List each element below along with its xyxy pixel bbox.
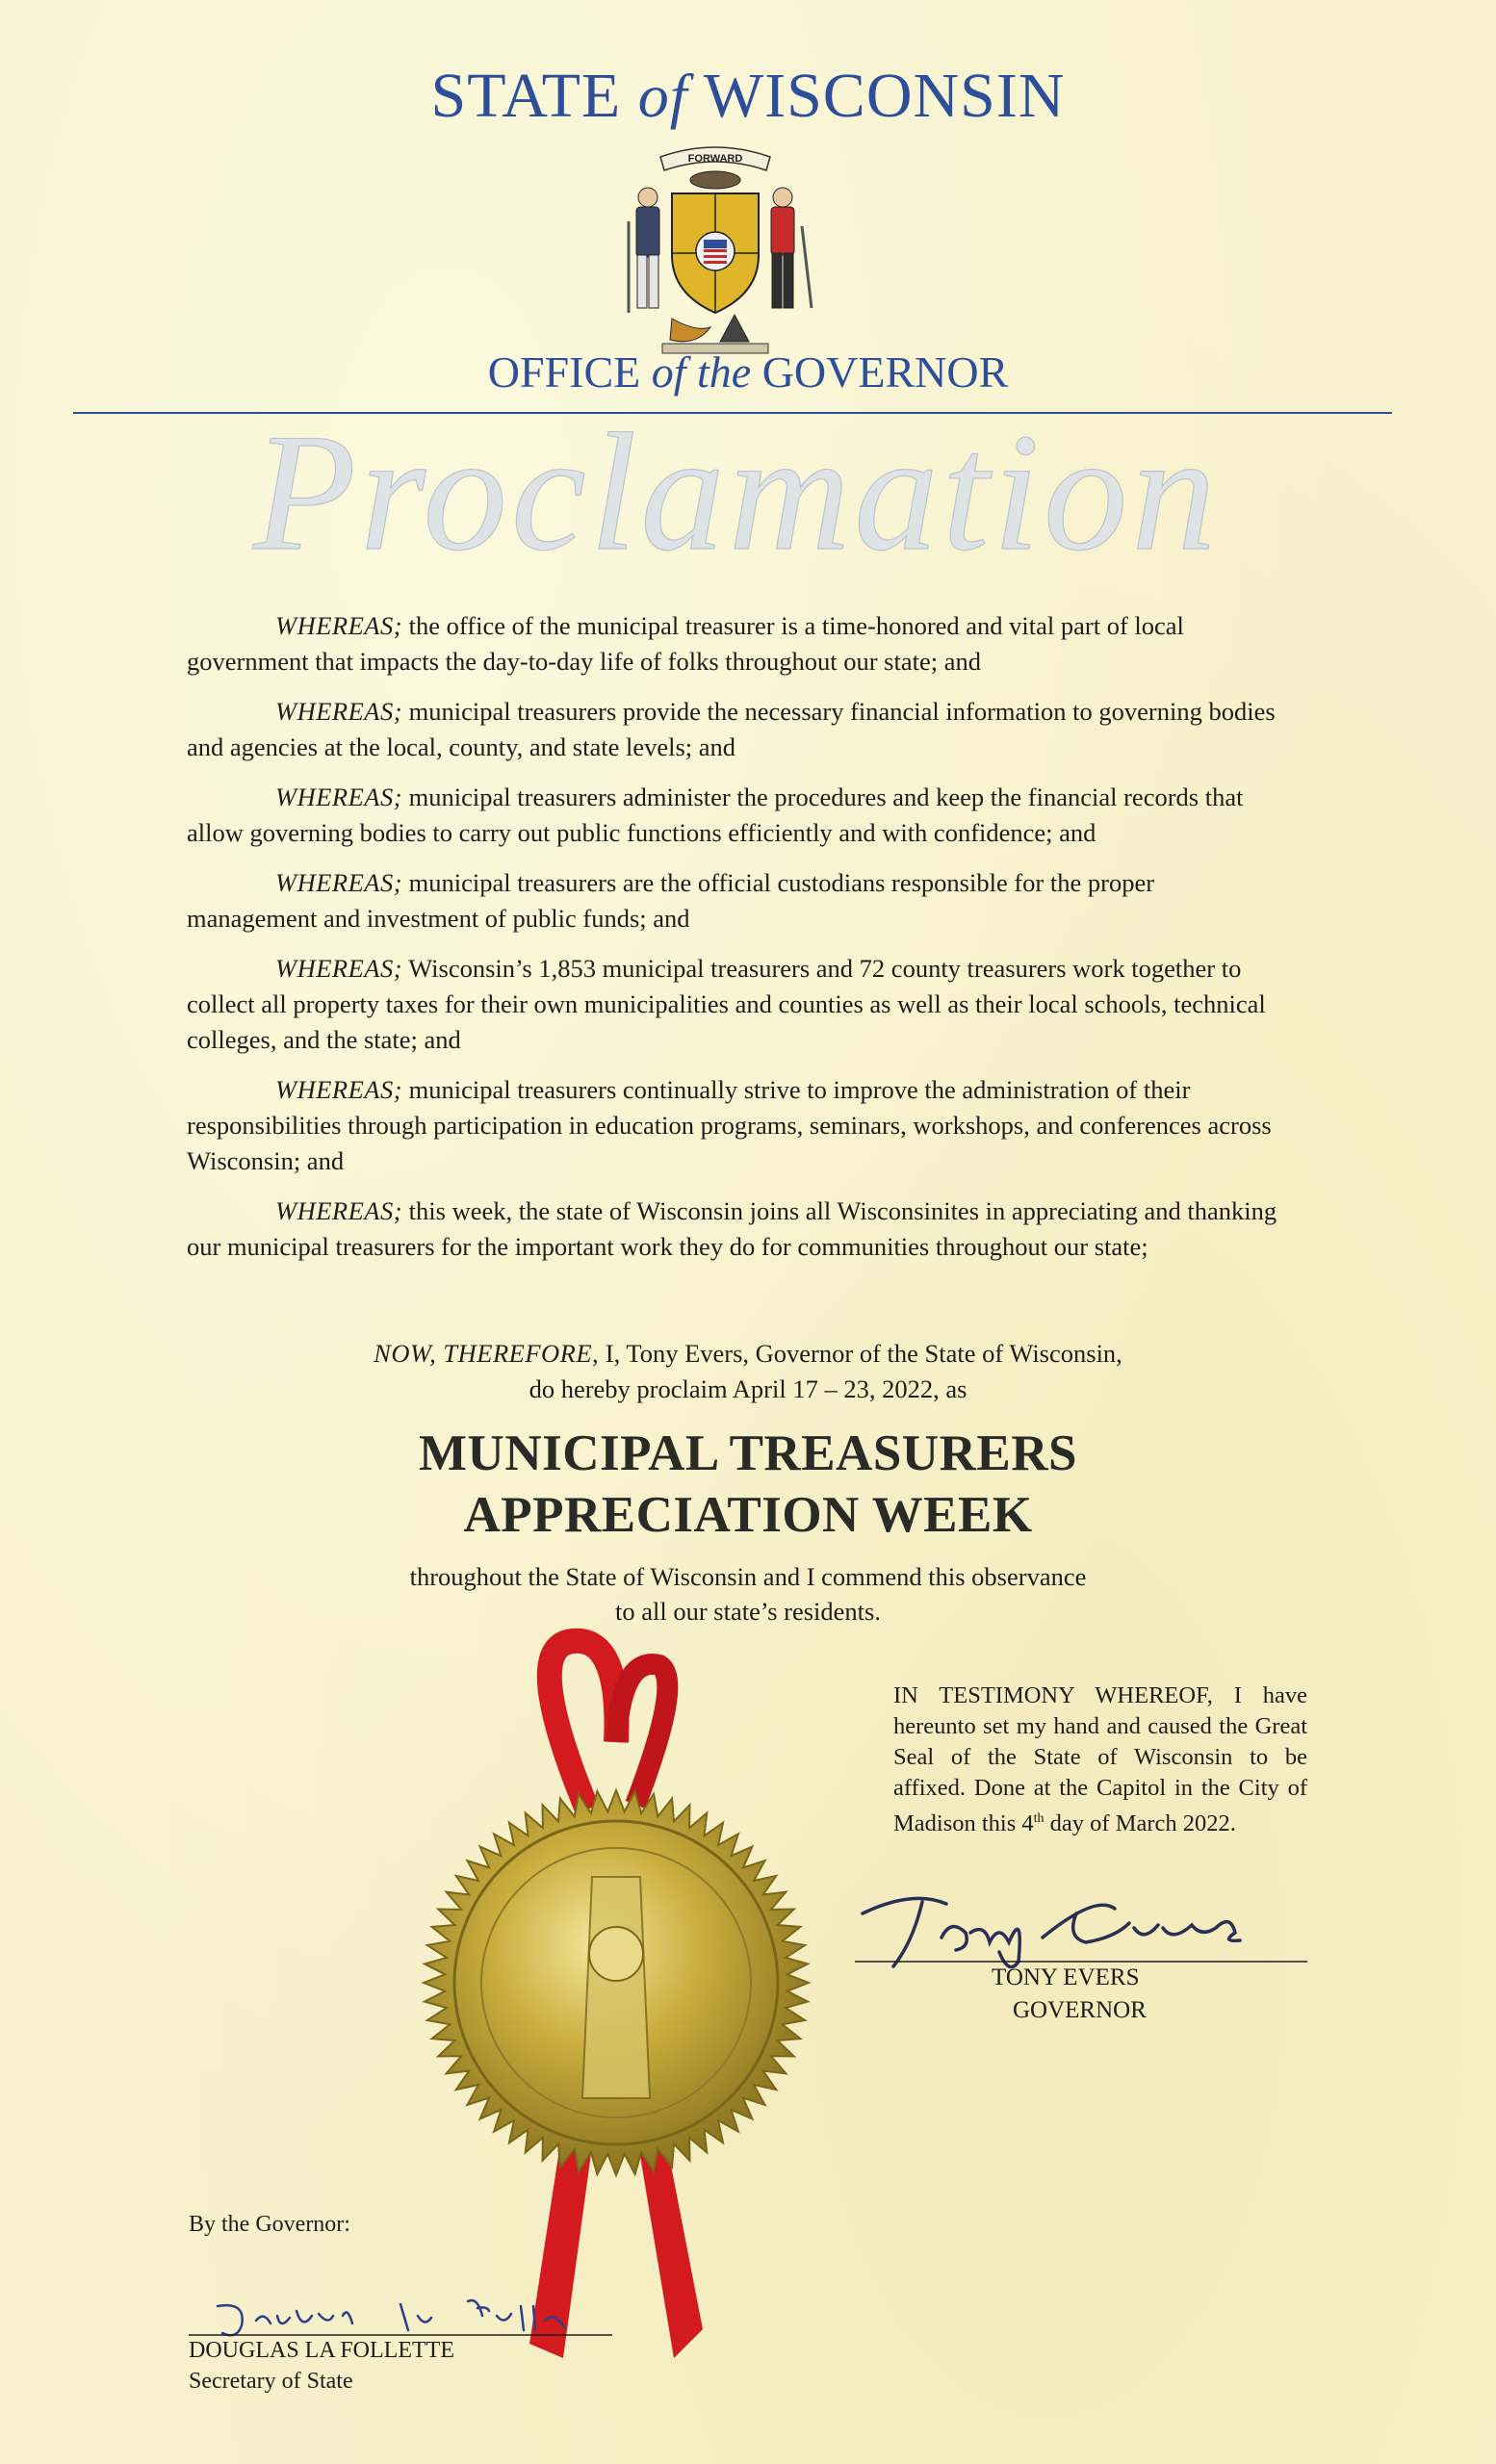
secretary-name: DOUGLAS LA FOLLETTE — [189, 2338, 454, 2363]
governor-name-block — [992, 1962, 1280, 2027]
now-therefore-line2: do hereby proclaim April 17 – 23, 2022, as — [529, 1374, 967, 1403]
proclamation-watermark — [183, 414, 1290, 587]
whereas-paragraph: WHEREAS; Wisconsin’s 1,853 municipal treasurers and 72 county treasurers work together to collect all property taxes for their own municipalities and counties as well as their local schools, technical colleges, and the state; and — [187, 954, 1266, 1054]
now-therefore-line1: I, Tony Evers, Governor of the State of Wisconsin, — [605, 1339, 1122, 1368]
whereas-paragraph: WHEREAS; municipal treasurers provide the necessary financial information to governing bodies and agencies at the local, county, and state levels; and — [187, 697, 1276, 761]
headline-line1: MUNICIPAL TREASURERS — [419, 1425, 1077, 1481]
now-therefore-label: NOW, THEREFORE, — [374, 1339, 600, 1368]
secretary-name-block — [189, 2335, 454, 2397]
whereas-section — [187, 608, 1284, 1279]
svg-text:FORWARD: FORWARD — [687, 153, 743, 165]
state-title: STATE of WISCONSIN — [430, 61, 1066, 131]
governor-name: TONY EVERS — [992, 1964, 1140, 1990]
governor-signature — [855, 1885, 1307, 1971]
proclamation-headline — [0, 1423, 1496, 1546]
headline-line2: APPRECIATION WEEK — [463, 1487, 1033, 1543]
governor-title: GOVERNOR — [1013, 1997, 1147, 2023]
whereas-paragraph: WHEREAS; municipal treasurers are the official custodians responsible for the proper management and investment of public funds; and — [187, 868, 1155, 933]
by-the-governor-label: By the Governor: — [189, 2212, 350, 2237]
office-title: OFFICE of the GOVERNOR — [487, 347, 1009, 397]
whereas-paragraph: WHEREAS; municipal treasurers administer the procedures and keep the financial records that allow governing bodies to carry out public functions efficiently and with confidence; and — [187, 783, 1244, 847]
whereas-paragraph: WHEREAS; the office of the municipal treasurer is a time-honored and vital part of local government that impacts the day-to-day life of folks throughout our state; and — [187, 611, 1184, 676]
great-seal-icon — [385, 1627, 847, 2377]
now-therefore-block — [0, 1336, 1496, 1407]
whereas-paragraph: WHEREAS; municipal treasurers continually strive to improve the administration of their responsibilities through participation in education programs, seminars, workshops, and conferences across Wisconsin; and — [187, 1075, 1272, 1175]
svg-text:Proclamation: Proclamation — [253, 414, 1220, 585]
wisconsin-coat-of-arms-icon — [605, 130, 826, 361]
closing-line1: throughout the State of Wisconsin and I commend this observance — [409, 1562, 1087, 1591]
closing-line2: to all our state’s residents. — [615, 1597, 881, 1626]
whereas-paragraph: WHEREAS; this week, the state of Wisconsin joins all Wisconsinites in appreciating and thanking our municipal treasurers for the important work they do for communities throughout our state; — [187, 1196, 1277, 1261]
testimony-text: IN TESTIMONY WHEREOF, I have hereunto set my hand and caused the Great Seal of the State of Wisconsin to be affixed. Done at the Capitol in the City of Madison this 4th day of March 2022. — [893, 1682, 1307, 1837]
secretary-title: Secretary of State — [189, 2369, 353, 2394]
closing-statement — [0, 1559, 1496, 1629]
